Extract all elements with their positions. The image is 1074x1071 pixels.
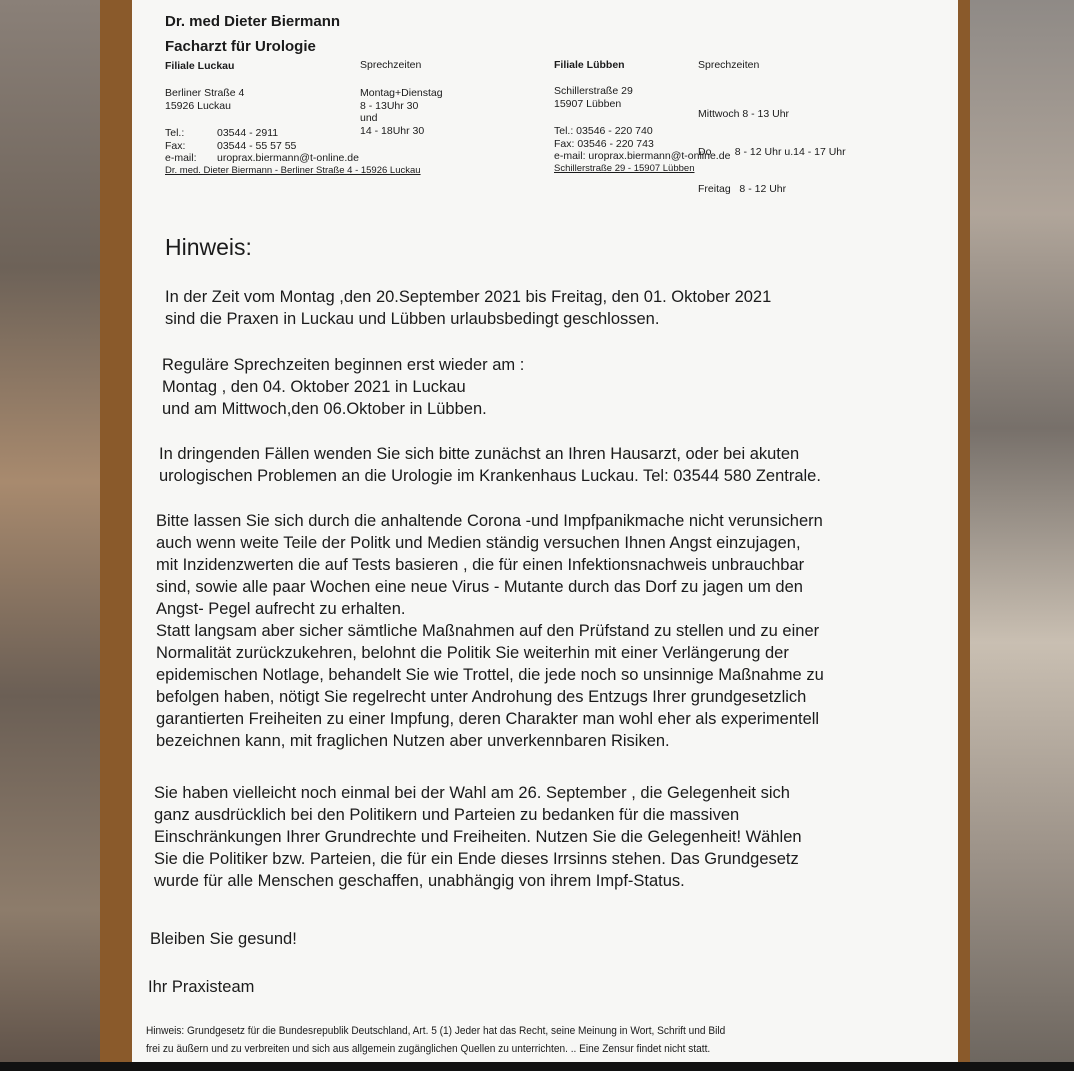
luebben-street: Schillerstraße 29 [554, 85, 633, 97]
text-line: Einschränkungen Ihrer Grundrechte und Freiheiten. Nutzen Sie die Gelegenheit! Wählen [154, 828, 802, 846]
text-line: ganz ausdrücklich bei den Politikern und Parteien zu bedanken für die massiven [154, 806, 740, 824]
luebben-hours-line: Mittwoch 8 - 13 Uhr [698, 108, 790, 120]
paragraph-reopening [162, 354, 524, 420]
text-line: Reguläre Sprechzeiten beginnen erst wieder am : [162, 356, 525, 374]
luckau-hours-line: 14 - 18Uhr 30 [360, 124, 425, 137]
luckau-fax: 03544 - 55 57 55 [217, 139, 297, 152]
text-line: befolgen haben, nötigt Sie regelrecht unter Androhung des Entzugs Ihrer grundgesetzlich [156, 688, 807, 706]
text-line: In dringenden Fällen wenden Sie sich bitte zunächst an Ihren Hausarzt, oder bei akuten [159, 445, 800, 463]
text-line: urologischen Problemen an die Urologie im Krankenhaus Luckau. Tel: 03544 580 Zentrale. [159, 467, 821, 485]
luckau-sender-line: Dr. med. Dieter Biermann - Berliner Straße 4 - 15926 Luckau [165, 164, 421, 176]
luebben-hours-label: Sprechzeiten [698, 59, 760, 71]
text-line: epidemischen Notlage, behandelt Sie wie Trottel, die jede noch so unsinnige Maßnahme zu [156, 666, 824, 684]
paragraph-statement [156, 510, 824, 752]
doctor-name: Dr. med Dieter Biermann [165, 13, 341, 30]
luebben-tel: Tel.: 03546 - 220 740 [554, 125, 653, 137]
luebben-address [554, 85, 633, 110]
bottom-edge [0, 1062, 1074, 1071]
paragraph-closure-dates [165, 286, 771, 330]
text-line: Angst- Pegel aufrecht zu erhalten. [156, 600, 406, 618]
luckau-city: 15926 Luckau [165, 99, 231, 112]
notice-heading: Hinweis: [165, 234, 252, 260]
paragraph-emergency [159, 443, 821, 487]
luckau-tel: 03544 - 2911 [217, 127, 279, 139]
text-line: Statt langsam aber sicher sämtliche Maßnahmen auf den Prüfstand zu stellen und zu einer [156, 622, 820, 640]
luckau-hours-line: und [360, 112, 378, 124]
luckau-email: uroprax.biermann@t-online.de [217, 152, 359, 164]
text-line: Normalität zurückzukehren, belohnt die Politik Sie weiterhin mit einer Verlängerung der [156, 644, 789, 662]
fax-label: Fax: [165, 139, 186, 152]
text-line: In der Zeit vom Montag ,den 20.September 2021 bis Freitag, den 01. Oktober 2021 [165, 288, 772, 306]
luebben-city: 15907 Lübben [554, 97, 622, 110]
luckau-hours [360, 87, 443, 137]
text-line: sind die Praxen in Luckau und Lübben urlaubsbedingt geschlossen. [165, 310, 660, 328]
tel-label: Tel.: [165, 127, 185, 139]
luckau-street: Berliner Straße 4 [165, 87, 245, 99]
footnote-line: Hinweis: Grundgesetz für die Bundesrepublik Deutschland, Art. 5 (1) Jeder hat das Recht, seine Meinung in Wort, Schrift und Bild [146, 1025, 726, 1037]
signature: Ihr Praxisteam [148, 978, 255, 996]
text-line: garantierten Freiheiten zu einer Impfung, deren Charakter man wohl eher als experimentell [156, 710, 820, 728]
text-line: und am Mittwoch,den 06.Oktober in Lübben. [162, 400, 487, 418]
email-label: e-mail: [165, 152, 197, 164]
luebben-fax: Fax: 03546 - 220 743 [554, 137, 654, 150]
luckau-address [165, 87, 244, 112]
luckau-hours-line: Montag+Dienstag [360, 87, 443, 99]
luebben-branch-label: Filiale Lübben [554, 59, 625, 71]
text-line: wurde für alle Menschen geschaffen, unabhängig von ihrem Impf-Status. [154, 872, 685, 890]
footnote [146, 1022, 725, 1058]
background-left [0, 0, 110, 1071]
luebben-email: e-mail: uroprax.biermann@t-online.de [554, 150, 731, 162]
specialty: Facharzt für Urologie [165, 38, 316, 55]
luebben-hours-line: Freitag 8 - 12 Uhr [698, 183, 787, 195]
luebben-hours [698, 83, 846, 221]
letter-paper [132, 0, 958, 1062]
footnote-line: frei zu äußern und zu verbreiten und sich aus allgemein zugänglichen Quellen zu unterrichten. .. Eine Zensur findet nicht statt. [146, 1043, 711, 1055]
luckau-hours-label: Sprechzeiten [360, 59, 422, 71]
text-line: Sie haben vielleicht noch einmal bei der Wahl am 26. September , die Gelegenheit sich [154, 784, 790, 802]
text-line: bezeichnen kann, mit fraglichen Nutzen aber unverkennbaren Risiken. [156, 732, 670, 750]
luebben-sender-line: Schillerstraße 29 - 15907 Lübben [554, 162, 695, 174]
luckau-branch-label: Filiale Luckau [165, 60, 235, 72]
text-line: auch wenn weite Teile der Politk und Medien ständig versuchen Ihnen Angst einzujagen, [156, 534, 801, 552]
paragraph-election [154, 782, 802, 892]
text-line: Bitte lassen Sie sich durch die anhaltende Corona -und Impfpanikmache nicht verunsichern [156, 512, 823, 530]
closing-greeting: Bleiben Sie gesund! [150, 930, 297, 948]
text-line: mit Inzidenzwerten die auf Tests basieren , die für einen Infektionsnachweis unbrauchbar [156, 556, 805, 574]
text-line: Sie die Politiker bzw. Parteien, die für ein Ende dieses Irrsinns stehen. Das Grundgesetz [154, 850, 799, 868]
luebben-hours-line: Do 8 - 12 Uhr u.14 - 17 Uhr [698, 145, 846, 158]
text-line: sind, sowie alle paar Wochen eine neue Virus - Mutante durch das Dorf zu jagen um den [156, 578, 803, 596]
luckau-hours-line: 8 - 13Uhr 30 [360, 99, 419, 112]
text-line: Montag , den 04. Oktober 2021 in Luckau [162, 378, 466, 396]
